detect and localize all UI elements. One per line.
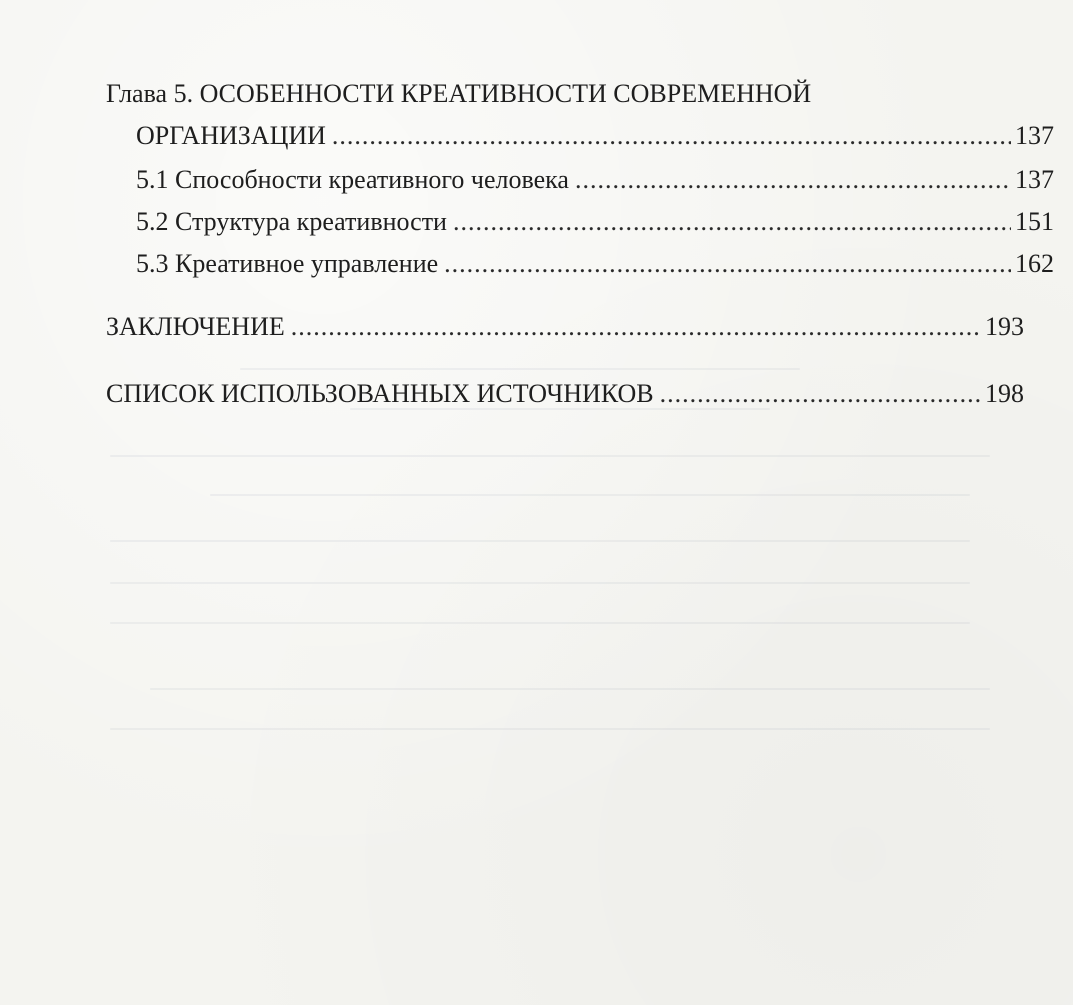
bleed-through-line bbox=[110, 582, 970, 584]
toc-entry-page: 198 bbox=[985, 379, 1024, 408]
bleed-through-line bbox=[150, 688, 990, 690]
toc-entry-label: СПИСОК ИСПОЛЬЗОВАННЫХ ИСТОЧНИКОВ bbox=[106, 379, 654, 408]
dot-leader bbox=[453, 206, 1011, 238]
bleed-through-line bbox=[110, 455, 990, 457]
toc-entry-page: 137 bbox=[1015, 165, 1054, 194]
dot-leader bbox=[332, 120, 1011, 152]
toc-entry-section-5-1[interactable] bbox=[106, 164, 1054, 196]
bleed-through-line bbox=[110, 622, 970, 624]
toc-entry-label: 5.1 Способности креативного человека bbox=[136, 165, 569, 194]
bleed-through-line bbox=[210, 494, 970, 496]
toc-entry-page: 193 bbox=[985, 312, 1024, 341]
dot-leader bbox=[660, 378, 981, 410]
toc-entry-section-5-2[interactable] bbox=[106, 206, 1054, 238]
toc-entry-label: 5.3 Креативное управление bbox=[136, 249, 439, 278]
dot-leader bbox=[444, 248, 1011, 280]
bleed-through-line bbox=[110, 540, 970, 542]
toc-entry-conclusion[interactable] bbox=[106, 311, 1024, 343]
toc-entry-label: 5.2 Структура креативности bbox=[136, 207, 447, 236]
toc-entry-label: ЗАКЛЮЧЕНИЕ bbox=[106, 312, 285, 341]
toc-entry-page: 151 bbox=[1015, 207, 1054, 236]
toc-entry-label: ОРГАНИЗАЦИИ bbox=[136, 121, 326, 150]
bleed-through-line bbox=[240, 368, 800, 370]
dot-leader bbox=[291, 311, 981, 343]
toc-entry-section-5-3[interactable] bbox=[106, 248, 1054, 280]
toc-entry-page: 162 bbox=[1015, 249, 1054, 278]
toc-entry-references[interactable] bbox=[106, 378, 1024, 410]
toc-entry-page: 137 bbox=[1015, 121, 1054, 150]
dot-leader bbox=[575, 164, 1011, 196]
bleed-through-line bbox=[110, 728, 990, 730]
toc-entry-chapter-5[interactable] bbox=[106, 120, 1054, 152]
chapter-5-title: Глава 5. ОСОБЕННОСТИ КРЕАТИВНОСТИ СОВРЕМЕННОЙ bbox=[106, 79, 812, 108]
